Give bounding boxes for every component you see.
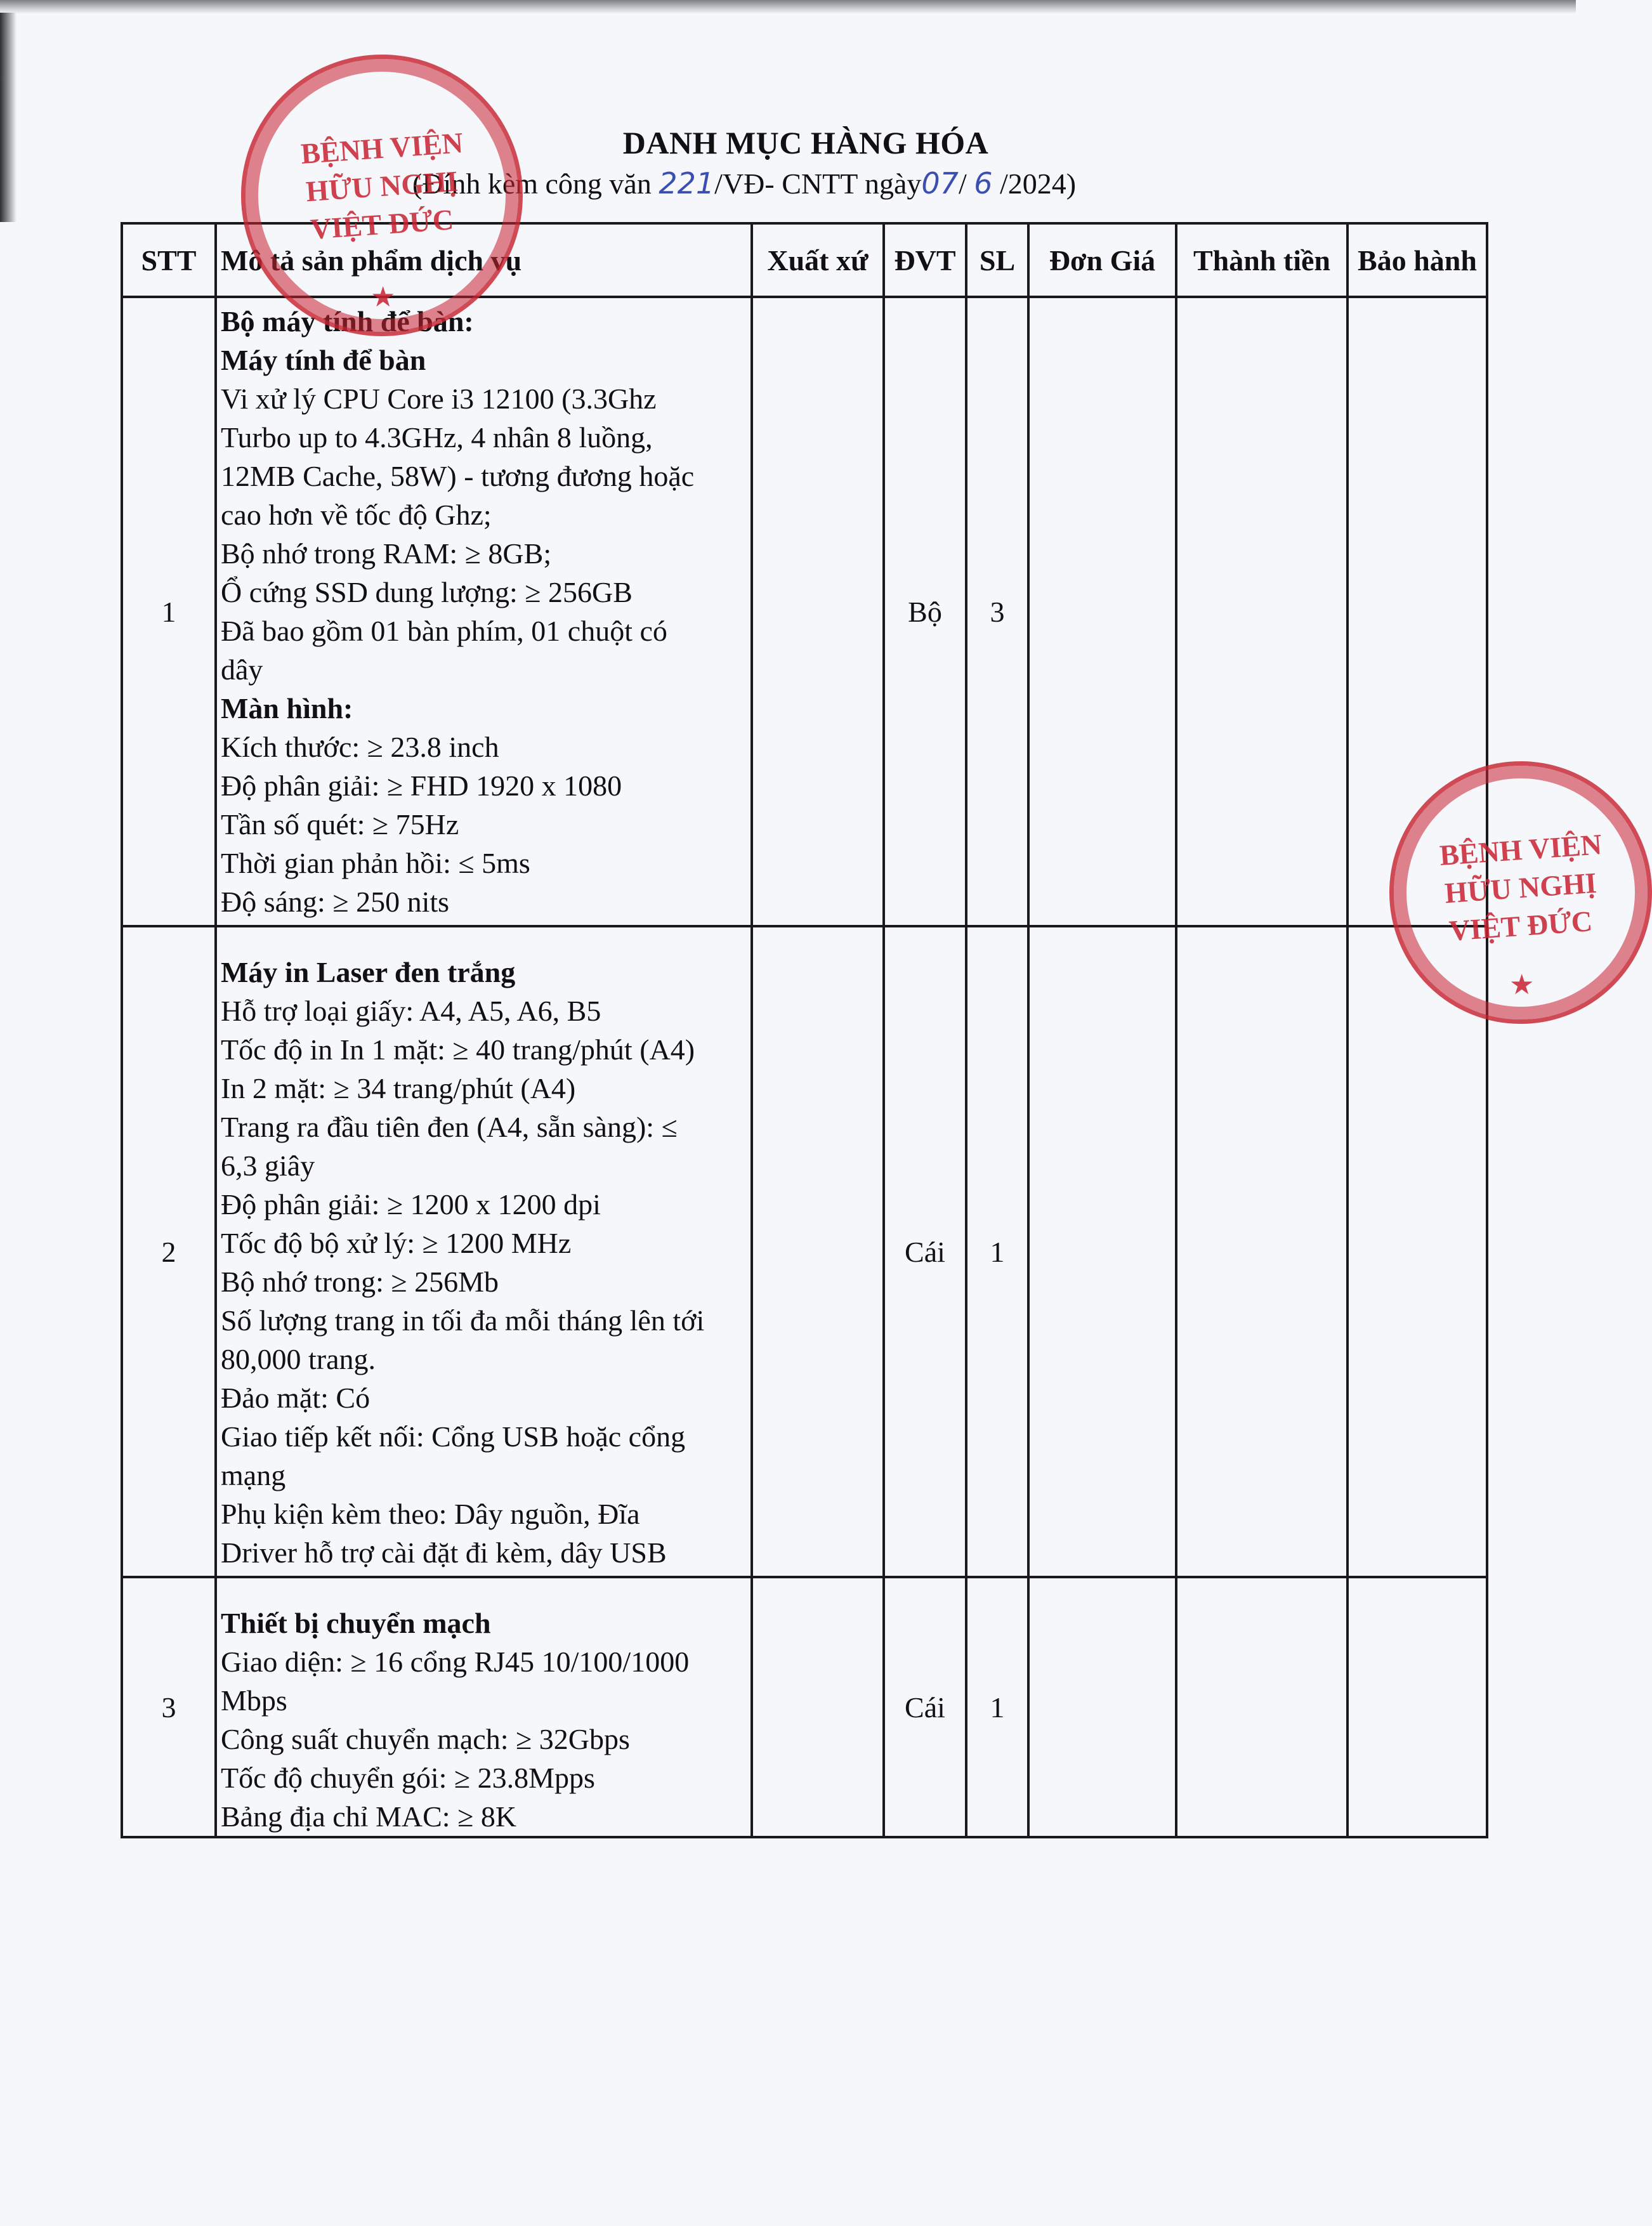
cell-stt: 3 xyxy=(122,1577,216,1837)
description-line: 6,3 giây xyxy=(221,1149,315,1182)
document-title: DANH MỤC HÀNG HÓA xyxy=(622,125,989,160)
table-row xyxy=(122,1577,1487,1837)
cell-total xyxy=(1176,926,1347,1577)
description-heading: Bộ máy tính để bàn: xyxy=(221,305,474,337)
handwritten-day: 07 xyxy=(921,166,959,200)
cell-total xyxy=(1176,1577,1347,1837)
stamp-star-icon: ★ xyxy=(370,282,396,313)
description-line: Thời gian phản hồi: ≤ 5ms xyxy=(221,847,530,879)
cell-origin xyxy=(752,926,884,1577)
stamp-text: HỮU NGHỊ xyxy=(1443,866,1598,910)
description-line: Công suất chuyển mạch: ≥ 32Gbps xyxy=(221,1723,630,1755)
stamp-text: HỮU NGHỊ xyxy=(305,164,459,208)
cell-unit-price xyxy=(1028,926,1176,1577)
cell-origin xyxy=(752,297,884,926)
description-line: In 2 mặt: ≥ 34 trang/phút (A4) xyxy=(221,1072,576,1104)
description-heading: Màn hình: xyxy=(221,692,353,724)
description-line: Vi xử lý CPU Core i3 12100 (3.3Ghz xyxy=(221,383,657,415)
description-line: Tốc độ chuyển gói: ≥ 23.8Mpps xyxy=(221,1762,595,1794)
cell-unit: Cái xyxy=(884,1577,966,1837)
cell-total xyxy=(1176,297,1347,926)
description-line: Bảng địa chỉ MAC: ≥ 8K xyxy=(221,1800,517,1833)
description-line: Mbps xyxy=(221,1684,287,1717)
stamp-text: BỆNH VIỆN xyxy=(299,126,464,170)
description-heading: Máy tính để bàn xyxy=(221,344,426,376)
header-warranty: Bảo hành xyxy=(1347,223,1487,297)
description-line: Bộ nhớ trong: ≥ 256Mb xyxy=(221,1266,499,1298)
header-total: Thành tiền xyxy=(1176,223,1347,297)
header-stt: STT xyxy=(122,223,216,297)
description-line: Turbo up to 4.3GHz, 4 nhân 8 luồng, xyxy=(221,421,653,454)
header-quantity: SL xyxy=(966,223,1028,297)
header-origin: Xuất xứ xyxy=(752,223,884,297)
scan-edge-top xyxy=(0,0,1576,14)
description-line: Hỗ trợ loại giấy: A4, A5, A6, B5 xyxy=(221,995,601,1027)
cell-unit-price xyxy=(1028,1577,1176,1837)
description-line: Độ phân giải: ≥ 1200 x 1200 dpi xyxy=(221,1188,601,1221)
hospital-stamp-right xyxy=(1389,761,1652,1024)
cell-origin xyxy=(752,1577,884,1837)
cell-stt: 1 xyxy=(122,297,216,926)
cell-quantity: 1 xyxy=(966,926,1028,1577)
cell-unit: Cái xyxy=(884,926,966,1577)
cell-quantity: 3 xyxy=(966,297,1028,926)
cell-unit-price xyxy=(1028,297,1176,926)
goods-table xyxy=(121,222,1488,1838)
description-line: Driver hỗ trợ cài đặt đi kèm, dây USB xyxy=(221,1536,667,1569)
cell-stt: 2 xyxy=(122,926,216,1577)
cell-description xyxy=(216,297,752,926)
description-line: 12MB Cache, 58W) - tương đương hoặc xyxy=(221,460,695,492)
description-line: Đảo mặt: Có xyxy=(221,1382,370,1414)
stamp-text: BỆNH VIỆN xyxy=(1438,828,1603,872)
description-line: Ổ cứng SSD dung lượng: ≥ 256GB xyxy=(221,576,633,608)
header-description: Mô tả sản phẩm dịch vụ xyxy=(216,223,752,297)
subtitle-mid: /VĐ- CNTT ngày xyxy=(714,167,922,200)
subtitle-prefix: (Đính kèm công văn xyxy=(412,167,659,200)
cell-quantity: 1 xyxy=(966,1577,1028,1837)
table-row xyxy=(122,297,1487,926)
description-heading: Máy in Laser đen trắng xyxy=(221,956,516,988)
description-line: mạng xyxy=(221,1459,286,1491)
description-line: Kích thước: ≥ 23.8 inch xyxy=(221,731,499,763)
handwritten-doc-number: 221 xyxy=(659,166,715,200)
description-line: Tần số quét: ≥ 75Hz xyxy=(221,808,459,841)
description-line: Độ sáng: ≥ 250 nits xyxy=(221,886,450,918)
description-line: Phụ kiện kèm theo: Dây nguồn, Đĩa xyxy=(221,1498,640,1530)
description-line: 80,000 trang. xyxy=(221,1343,376,1375)
description-line: cao hơn về tốc độ Ghz; xyxy=(221,499,492,531)
handwritten-month: 6 xyxy=(974,166,993,200)
header-unit-price: Đơn Giá xyxy=(1028,223,1176,297)
stamp-text: VIỆT ĐỨC xyxy=(1448,905,1594,947)
cell-description xyxy=(216,926,752,1577)
header-unit: ĐVT xyxy=(884,223,966,297)
description-heading: Thiết bị chuyển mạch xyxy=(221,1607,491,1639)
cell-warranty xyxy=(1347,926,1487,1577)
scan-edge-left xyxy=(0,13,16,222)
cell-warranty xyxy=(1347,1577,1487,1837)
subtitle-suffix: /2024) xyxy=(992,167,1077,200)
description-line: Tốc độ in In 1 mặt: ≥ 40 trang/phút (A4) xyxy=(221,1033,695,1066)
description-line: dây xyxy=(221,653,263,686)
description-line: Đã bao gồm 01 bàn phím, 01 chuột có xyxy=(221,615,667,647)
table-row xyxy=(122,926,1487,1577)
description-line: Số lượng trang in tối đa mỗi tháng lên tới xyxy=(221,1304,705,1337)
stamp-text: VIỆT ĐỨC xyxy=(309,202,455,246)
hospital-stamp-top xyxy=(241,55,523,336)
cell-description xyxy=(216,1577,752,1837)
description-line: Bộ nhớ trong RAM: ≥ 8GB; xyxy=(221,537,552,570)
description-line: Giao tiếp kết nối: Cổng USB hoặc cổng xyxy=(221,1420,686,1453)
description-line: Giao diện: ≥ 16 cổng RJ45 10/100/1000 xyxy=(221,1646,690,1678)
cell-unit: Bộ xyxy=(884,297,966,926)
description-line: Tốc độ bộ xử lý: ≥ 1200 MHz xyxy=(221,1227,572,1259)
document-subtitle: (Đính kèm công văn 221/VĐ- CNTT ngày07/ 6 /2024) xyxy=(412,166,1077,200)
description-line: Trang ra đầu tiên đen (A4, sẵn sàng): ≤ xyxy=(221,1111,678,1143)
description-line: Độ phân giải: ≥ FHD 1920 x 1080 xyxy=(221,769,622,802)
stamp-star-icon: ★ xyxy=(1509,969,1535,1000)
